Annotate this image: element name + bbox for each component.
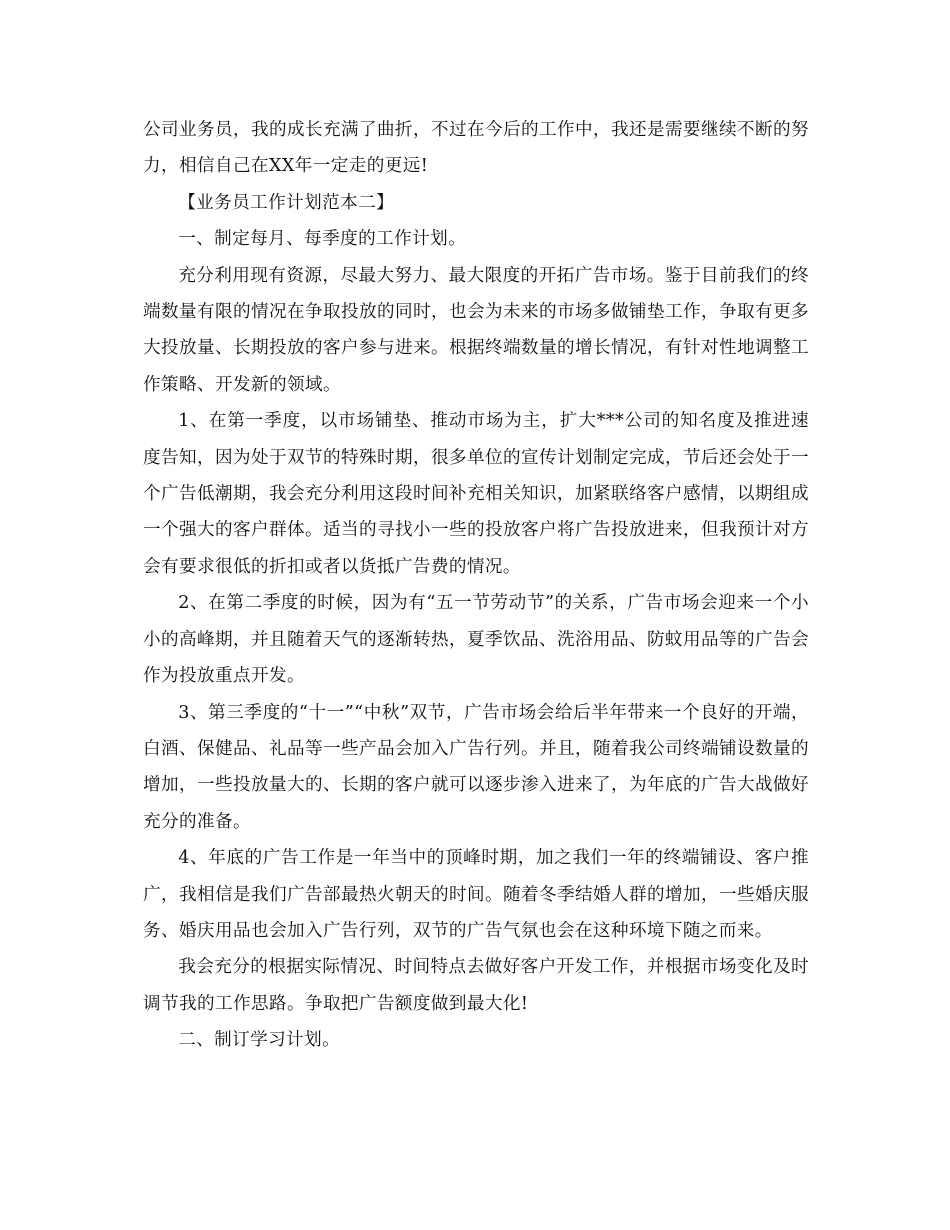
section-heading-sample-two: 【业务员工作计划范本二】 — [178, 192, 395, 213]
document-body — [143, 112, 809, 1059]
paragraph-q2: 2、在第二季度的时候，因为有“五一节劳动节”的关系，广告市场会迎来一个小小的高峰期，并且随着天气的逐渐转热，夏季饮品、洗浴用品、防蚊用品等的广告会作为投放重点开发。 — [143, 593, 809, 687]
paragraph-intro-continuation: 公司业务员，我的成长充满了曲折，不过在今后的工作中，我还是需要继续不断的努力，相信自己在XX年一定走的更远! — [143, 120, 809, 177]
paragraph-q3: 3、第三季度的“十一”“中秋”双节，广告市场会给后半年带来一个良好的开端，白酒、保健品、礼品等一些产品会加入广告行列。并且，随着我公司终端铺设数量的增加，一些投放量大的、长期的客户就可以逐步渗入进来了，为年底的广告大战做好充分的准备。 — [143, 702, 809, 832]
paragraph-q4: 4、年底的广告工作是一年当中的顶峰时期，加之我们一年的终端铺设、客户推广，我相信是我们广告部最热火朝天的时间。随着冬季结婚人群的增加，一些婚庆服务、婚庆用品也会加入广告行列，双节的广告气氛也会在这种环境下随之而来。 — [143, 848, 809, 941]
heading-monthly-quarterly-plan: 一、制定每月、每季度的工作计划。 — [178, 229, 467, 250]
paragraph-resources: 充分利用现有资源，尽最大努力、最大限度的开拓广告市场。鉴于目前我们的终端数量有限的情况在争取投放的同时，也会为未来的市场多做铺垫工作，争取有更多大投放量、长期投放的客户参与进来。根据终端数量的增长情况，有针对性地调整工作策略、开发新的领域。 — [143, 265, 809, 395]
heading-study-plan: 二、制订学习计划。 — [178, 1030, 341, 1051]
paragraph-q1: 1、在第一季度，以市场铺垫、推动市场为主，扩大***公司的知名度及推进速度告知，因为处于双节的特殊时期，很多单位的宣传计划制定完成，节后还会处于一个广告低潮期，我会充分利用这段时间补充相关知识，加紧联络客户感情，以期组成一个强大的客户群体。适当的寻找小一些的投放客户将广告投放进来，但我预计对方会有要求很低的折扣或者以货抵广告费的情况。 — [143, 411, 809, 577]
paragraph-summary: 我会充分的根据实际情况、时间特点去做好客户开发工作，并根据市场变化及时调节我的工作思路。争取把广告额度做到最大化! — [143, 957, 809, 1014]
